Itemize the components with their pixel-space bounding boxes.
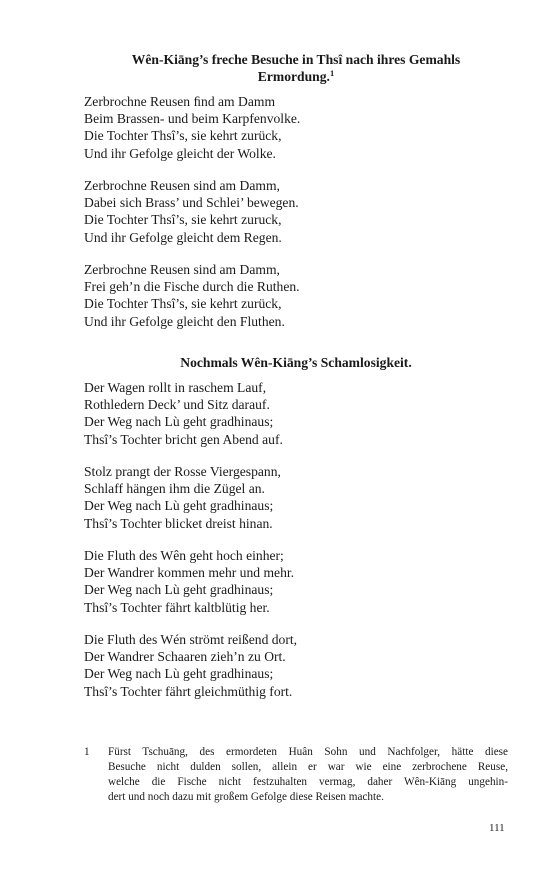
- footnote-reference: 1: [329, 68, 335, 78]
- verse-line: Der Weg nach Lù geht gradhinaus;: [84, 582, 274, 598]
- poem2-stanza-4: [84, 631, 508, 700]
- verse-line: Und ihr Gefolge gleicht dem Regen.: [84, 229, 282, 245]
- footnote-line: welche die Fische nicht festzuhalten vermag, daher Wên-Kiāng ungehin-: [108, 775, 508, 788]
- verse-line: Schlaff hängen ihm die Zügel an.: [84, 481, 265, 497]
- verse-line: Der Wandrer Schaaren zieh’n zu Ort.: [84, 649, 286, 665]
- verse-line: Und ihr Gefolge gleicht den Fluthen.: [84, 313, 285, 329]
- poem1-title-line2: Ermordung.: [257, 69, 330, 84]
- verse-line: Der Weg nach Lù geht gradhinaus;: [84, 498, 274, 514]
- page-number: 111: [489, 822, 505, 834]
- verse-line: Beim Brassen- und beim Karpfenvolke.: [84, 111, 301, 127]
- verse-line: Und ihr Gefolge gleicht der Wolke.: [84, 145, 276, 161]
- verse-line: Thsî’s Tochter fährt kaltblütig her.: [84, 599, 270, 615]
- poem2-title: [84, 354, 508, 371]
- footnote-number: 1: [84, 746, 90, 758]
- verse-line: Die Tochter Thsî’s, sie kehrt zurück,: [84, 296, 282, 312]
- poem1-title-line1: Wên-Kiāng’s freche Besuche in Thsî nach ihres Gemahls: [131, 52, 461, 67]
- verse-line: Stolz prangt der Rosse Viergespann,: [84, 464, 281, 479]
- poem2-title-text: Nochmals Wên-Kiāng’s Schamlosigkeit.: [180, 355, 412, 370]
- verse-line: Die Tochter Thsî’s, sie kehrt zuruck,: [84, 212, 282, 228]
- poem1-title: [84, 51, 508, 85]
- poem1-stanza-2: [84, 177, 508, 246]
- footnote-line: dert und noch dazu mit großem Gefolge diese Reisen machte.: [108, 790, 384, 803]
- poem2-stanza-2: [84, 463, 508, 532]
- verse-line: Der Wagen rollt in raschem Lauf,: [84, 380, 267, 395]
- verse-line: Thsî’s Tochter fährt gleichmüthig fort.: [84, 683, 293, 699]
- verse-line: Thsî’s Tochter bricht gen Abend auf.: [84, 431, 283, 447]
- verse-line: Zerbrochne Reusen ﬁnd am Damm: [84, 94, 276, 109]
- poem2-stanza-3: [84, 547, 508, 616]
- verse-line: Thsî’s Tochter blicket dreist hinan.: [84, 515, 273, 531]
- verse-line: Der Weg nach Lù geht gradhinaus;: [84, 666, 274, 682]
- verse-line: Rothledern Deck’ und Sitz darauf.: [84, 397, 270, 413]
- verse-line: Die Fluth des Wên geht hoch einher;: [84, 548, 284, 563]
- verse-line: Zerbrochne Reusen sind am Damm,: [84, 262, 280, 277]
- verse-line: Der Weg nach Lù geht gradhinaus;: [84, 414, 274, 430]
- verse-line: Die Fluth des Wén strömt reißend dort,: [84, 632, 298, 647]
- poem1-stanza-3: [84, 261, 508, 330]
- footnote-line: Besuche nicht dulden sollen, allein er war wie eine zerbrochene Reuse,: [108, 760, 508, 773]
- verse-line: Frei geh’n die Fische durch die Ruthen.: [84, 279, 300, 295]
- verse-line: Der Wandrer kommen mehr und mehr.: [84, 565, 295, 581]
- footnote-text: [108, 745, 508, 805]
- footnote-line: Fürst Tschuāng, des ermordeten Huân Sohn und Nachfolger, hätte diese: [108, 746, 508, 758]
- poem1-stanza-1: [84, 93, 508, 162]
- verse-line: Zerbrochne Reusen sind am Damm,: [84, 178, 280, 193]
- verse-line: Die Tochter Thsî’s, sie kehrt zurück,: [84, 128, 282, 144]
- verse-line: Dabei sich Brass’ und Schlei’ bewegen.: [84, 195, 299, 211]
- poem2-stanza-1: [84, 379, 508, 448]
